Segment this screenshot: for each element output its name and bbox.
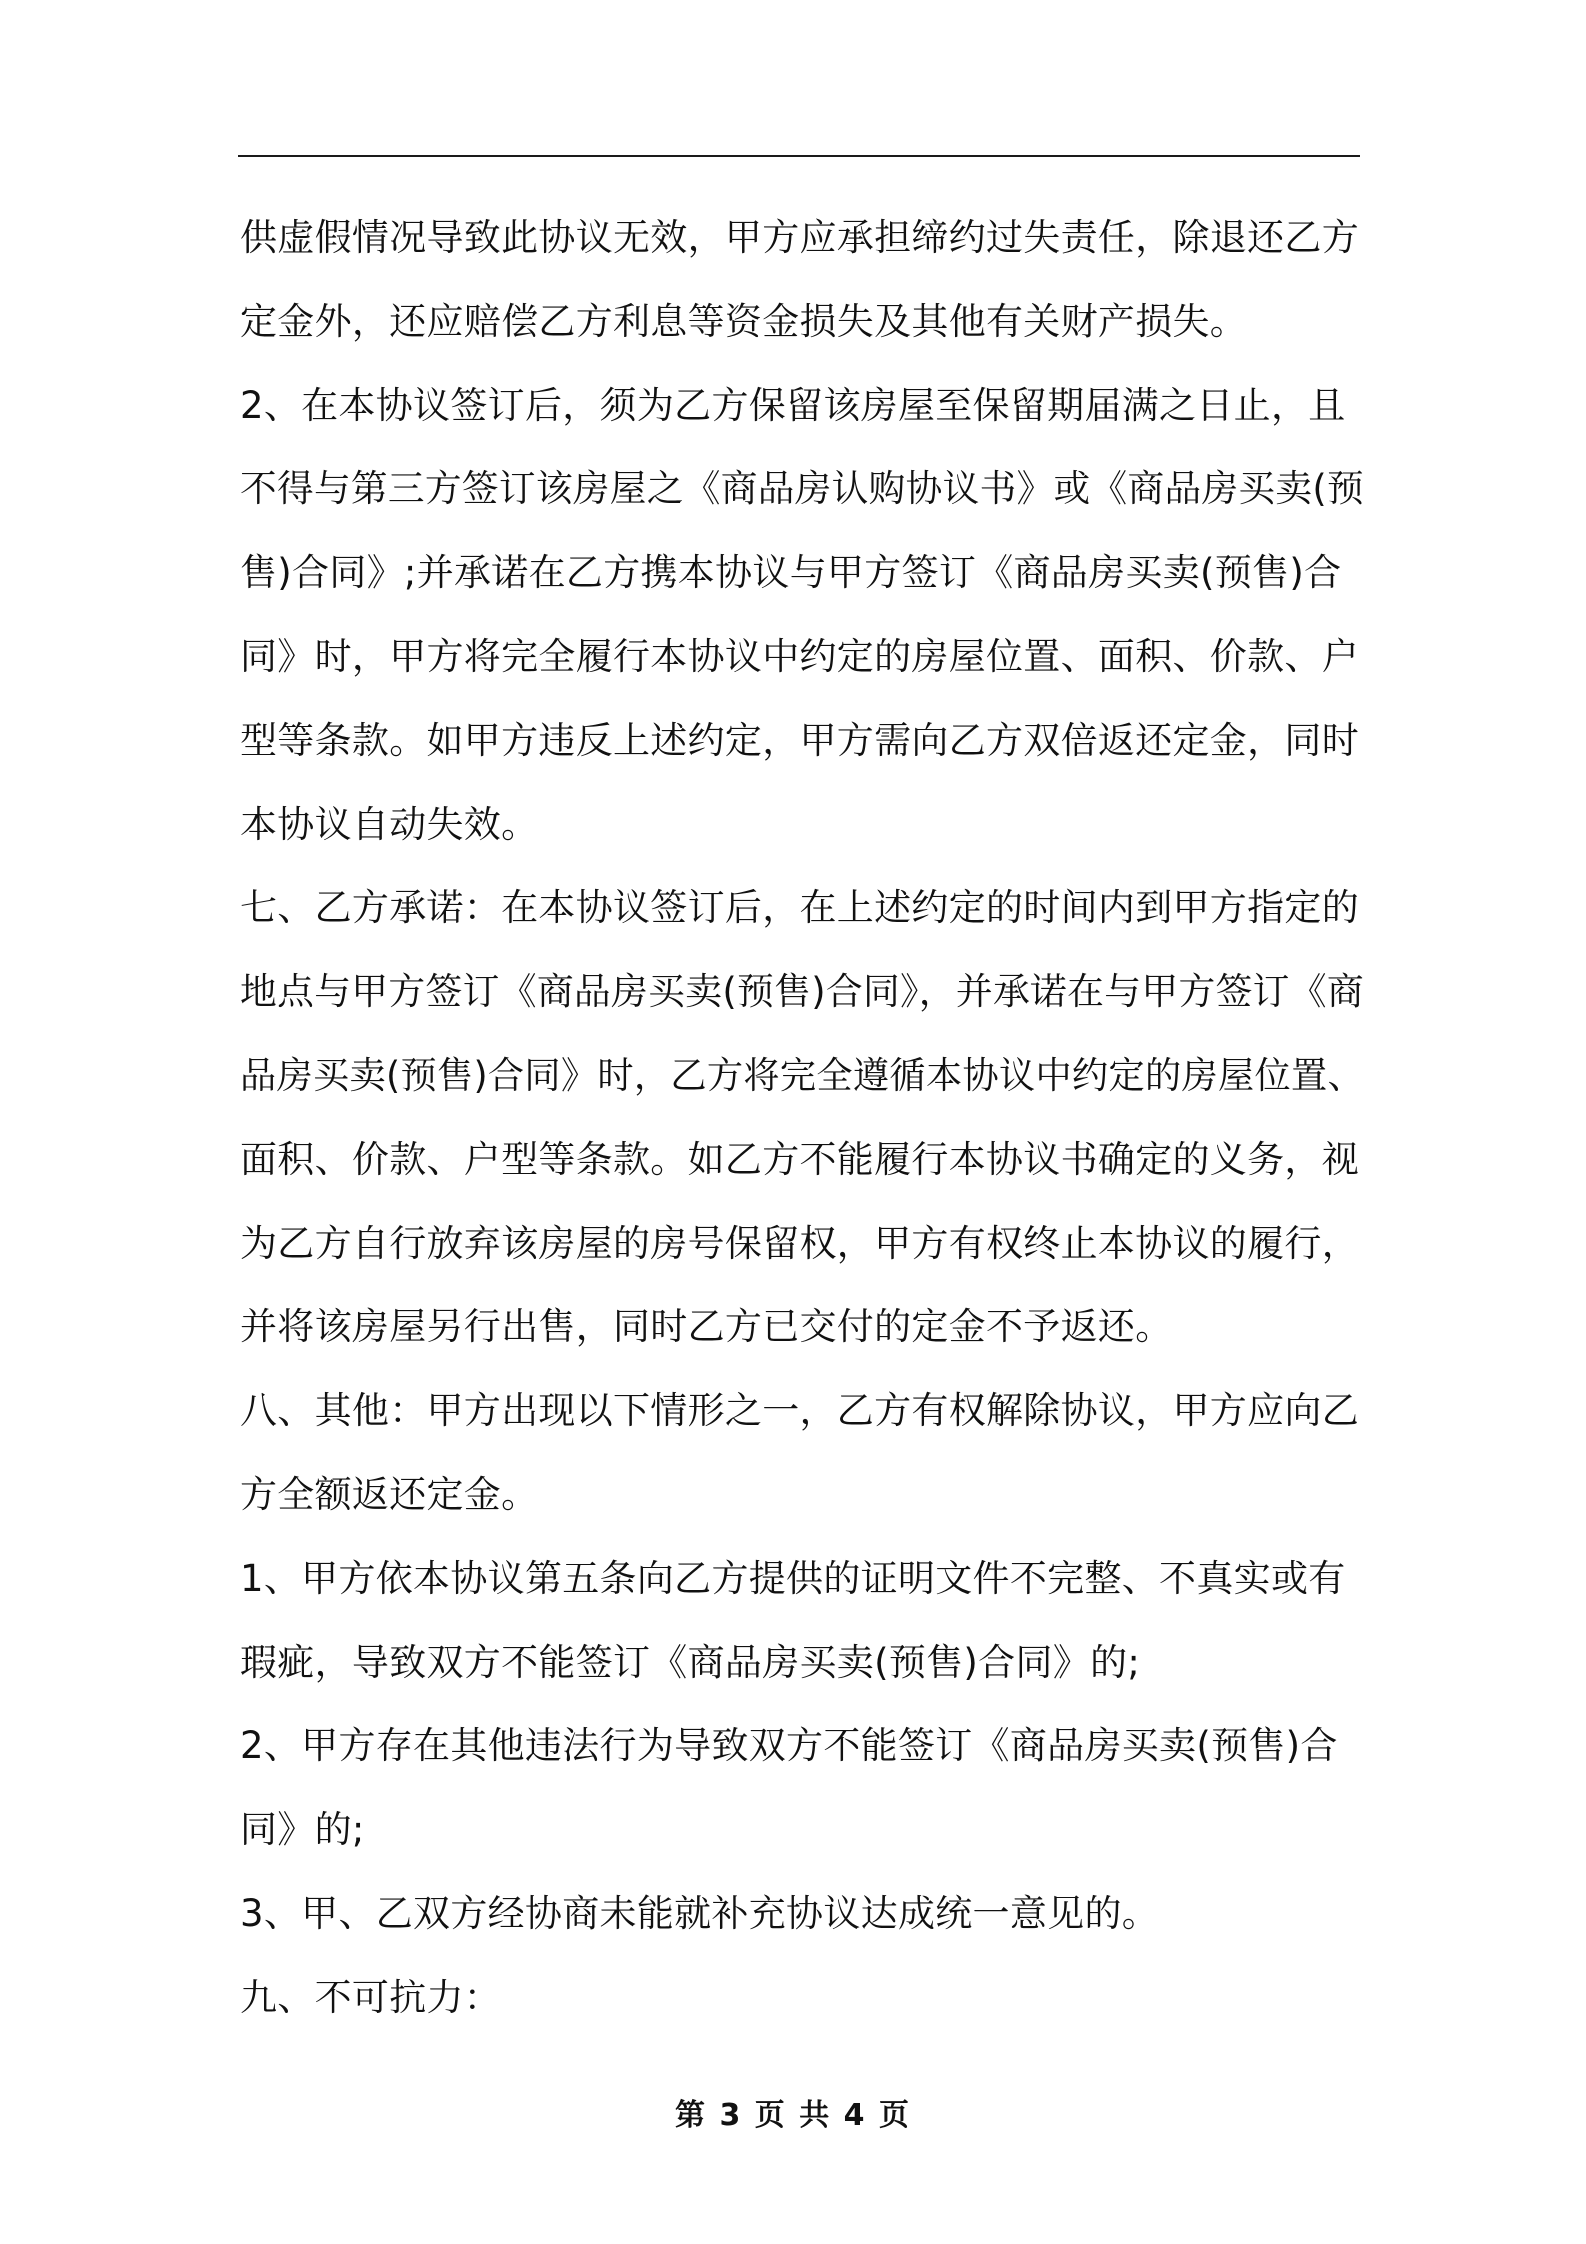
text-line: 同》时，甲方将完全履行本协议中约定的房屋位置、面积、价款、户 xyxy=(240,634,1359,678)
text-line: 1、甲方依本协议第五条向乙方提供的证明文件不完整、不真实或有 xyxy=(240,1556,1346,1600)
text-line: 售)合同》;并承诺在乙方携本协议与甲方签订《商品房买卖(预售)合 xyxy=(240,551,1342,595)
text-line: 型等条款。如甲方违反上述约定，甲方需向乙方双倍返还定金，同时 xyxy=(240,718,1359,762)
text-line: 方全额返还定金。 xyxy=(240,1472,539,1516)
text-line: 八、其他：甲方出现以下情形之一，乙方有权解除协议，甲方应向乙 xyxy=(240,1389,1359,1433)
text-line: 面积、价款、户型等条款。如乙方不能履行本协议书确定的义务，视 xyxy=(240,1137,1359,1181)
text-line: 并将该房屋另行出售，同时乙方已交付的定金不予返还。 xyxy=(240,1305,1173,1349)
text-line: 九、不可抗力： xyxy=(240,1975,502,2019)
text-line: 供虚假情况导致此协议无效，甲方应承担缔约过失责任，除退还乙方 xyxy=(240,216,1359,259)
header-rule xyxy=(238,155,1360,157)
text-line: 七、乙方承诺：在本协议签订后，在上述约定的时间内到甲方指定的 xyxy=(240,886,1359,930)
text-line: 2、在本协议签订后，须为乙方保留该房屋至保留期届满之日止，且 xyxy=(240,383,1346,427)
document-body xyxy=(240,196,1364,2040)
page-number: 第 3 页 共 4 页 xyxy=(675,2098,911,2133)
text-line: 地点与甲方签订《商品房买卖(预售)合同》，并承诺在与甲方签订《商 xyxy=(240,970,1364,1014)
text-line: 瑕疵，导致双方不能签订《商品房买卖(预售)合同》的; xyxy=(240,1640,1141,1684)
text-line: 3、甲、乙双方经协商未能就补充协议达成统一意见的。 xyxy=(240,1891,1160,1935)
text-line: 不得与第三方签订该房屋之《商品房认购协议书》或《商品房买卖(预 xyxy=(240,467,1364,511)
text-line: 定金外，还应赔偿乙方利息等资金损失及其他有关财产损失。 xyxy=(240,299,1248,343)
text-line: 同》的; xyxy=(240,1808,365,1852)
text-line: 2、甲方存在其他违法行为导致双方不能签订《商品房买卖(预售)合 xyxy=(240,1724,1338,1768)
text-line: 为乙方自行放弃该房屋的房号保留权，甲方有权终止本协议的履行， xyxy=(240,1221,1359,1265)
text-line: 本协议自动失效。 xyxy=(240,802,539,846)
text-line: 品房买卖(预售)合同》时，乙方将完全遵循本协议中约定的房屋位置、 xyxy=(240,1053,1365,1097)
